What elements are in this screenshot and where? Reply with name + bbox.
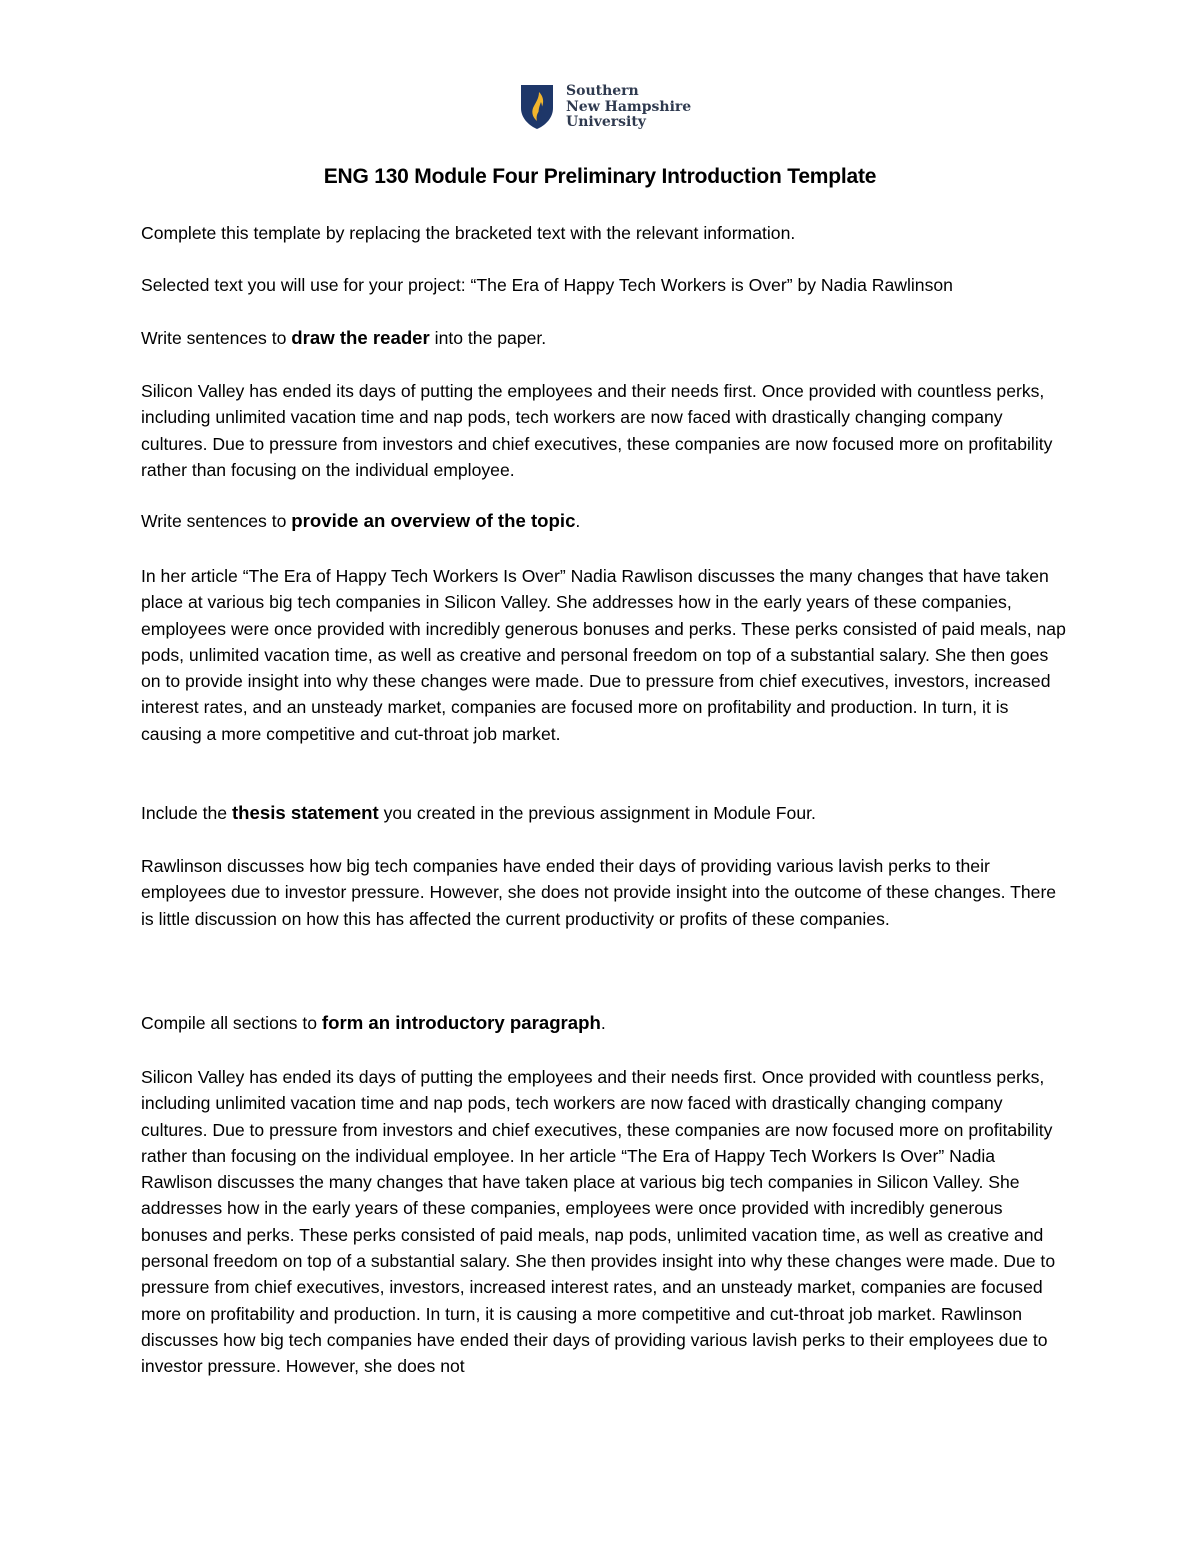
section1-prompt-suffix: into the paper. [429,328,547,348]
section3-prompt-prefix: Include the [141,803,232,823]
section2-prompt [141,508,1066,534]
section2-response: In her article “The Era of Happy Tech Workers Is Over” Nadia Rawlison discusses the many changes that have taken place at various big tech companies in Silicon Valley. She addresses how in the early years of these companies, employees were once provided with incredibly generous bonuses and perks. These perks consisted of paid meals, nap pods, unlimited vacation time, as well as creative and personal freedom on top of a substantial salary. She then goes on to provide insight into why these changes were made. Due to pressure from chief executives, investors, increased interest rates, and an unsteady market, companies are focused more on profitability and production. In turn, it is causing a more competitive and cut-throat job market. [141,566,1066,744]
logo-line-1: Southern [566,83,639,99]
section1-prompt [141,325,1066,351]
section1-response: Silicon Valley has ended its days of putting the employees and their needs first. Once provided with countless perks, including unlimited vacation time and nap pods, tech workers are now faced with drastically changing company cultures. Due to pressure from investors and chief executives, these companies are now focused more on profitability rather than focusing on the individual employee. [141,381,1053,480]
section2-prompt-prefix: Write sentences to [141,511,292,531]
section2-prompt-bold: provide an overview of the topic [291,510,576,531]
section4-response: Silicon Valley has ended its days of putting the employees and their needs first. Once provided with countless perks, including unlimited vacation time and nap pods, tech workers are now faced with drastically changing company cultures. Due to pressure from investors and chief executives, these companies are now focused more on profitability rather than focusing on the individual employee. In her article “The Era of Happy Tech Workers Is Over” Nadia Rawlison discusses the many changes that have taken place at various big tech companies in Silicon Valley. She addresses how in the early years of these companies, employees were once provided with incredibly generous bonuses and perks. These perks consisted of paid meals, nap pods, unlimited vacation time, as well as creative and personal freedom on top of a substantial salary. She then provides insight into why these changes were made. Due to pressure from chief executives, investors, increased interest rates, and an unsteady market, companies are focused more on profitability and production. In turn, it is causing a more competitive and cut-throat job market. Rawlinson discusses how big tech companies have ended their days of providing various lavish perks to their employees due to investor pressure. However, she does not [141,1067,1056,1377]
section4-prompt-suffix: . [600,1013,606,1033]
section4-prompt-bold: form an introductory paragraph [321,1012,601,1033]
section4-prompt [141,1010,1066,1036]
section1-prompt-bold: draw the reader [291,327,430,348]
logo-line-3: University [566,114,646,130]
selected-text-line: Selected text you will use for your project: “The Era of Happy Tech Workers is Over” by Nadia Rawlinson [141,275,953,295]
section3-prompt-bold: thesis statement [231,802,379,823]
logo-line-2: New Hampshire [566,98,692,115]
instructions-text: Complete this template by replacing the bracketed text with the relevant information. [141,223,796,243]
section1-prompt-prefix: Write sentences to [141,328,292,348]
page-title: ENG 130 Module Four Preliminary Introduction Template [323,165,877,188]
section2-prompt-suffix: . [575,511,581,531]
section3-prompt [141,800,1066,826]
section3-response: Rawlinson discusses how big tech companies have ended their days of providing various lavish perks to their employees due to investor pressure. However, she does not provide insight into the outcome of these changes. There is little discussion on how this has affected the current productivity or profits of these companies. [141,856,1057,929]
section3-prompt-suffix: you created in the previous assignment in Module Four. [378,803,816,823]
university-logo [520,84,690,134]
section4-prompt-prefix: Compile all sections to [141,1013,322,1033]
logo-wordmark [566,84,706,131]
shield-icon [520,84,554,130]
